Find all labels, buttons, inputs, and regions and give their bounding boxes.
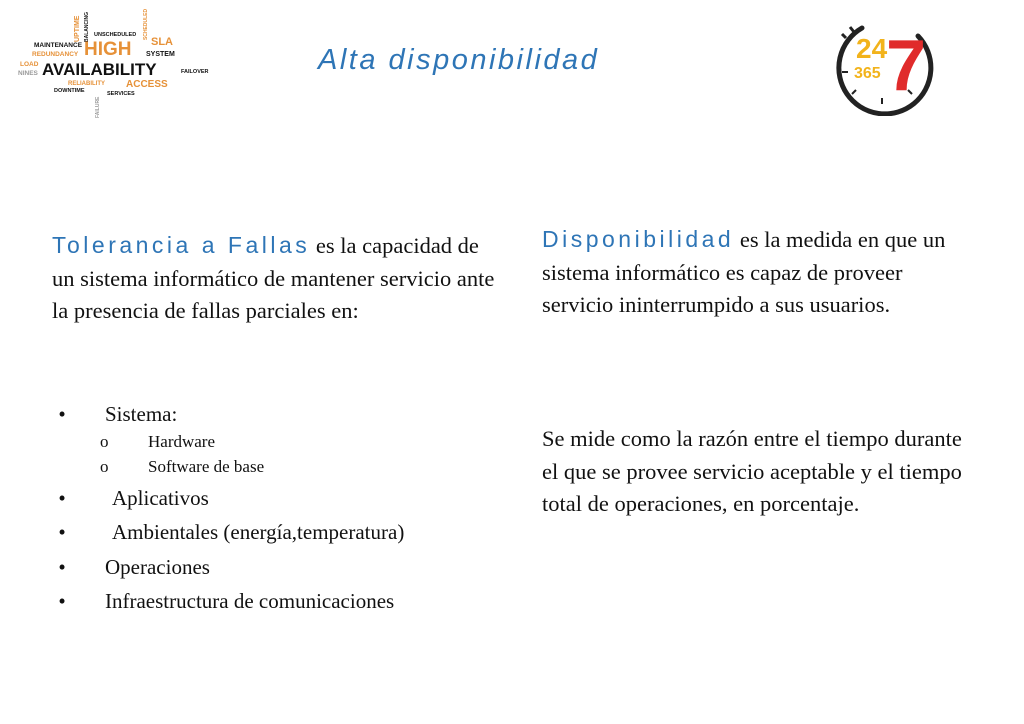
bullet-dot: •	[58, 520, 66, 544]
bullet-text: Ambientales (energía,temperatura)	[112, 520, 405, 544]
fault-tolerance-term: Tolerancia a Fallas	[52, 232, 311, 258]
bullet-dot: •	[58, 402, 66, 426]
badge-24: 24	[856, 33, 888, 64]
wordcloud-word: RELIABILITY	[68, 81, 105, 87]
badge-7: 7	[886, 26, 927, 106]
stopwatch-24-7-icon	[826, 14, 938, 116]
fault-tolerance-definition	[52, 229, 502, 328]
wordcloud-word: SCHEDULED	[143, 8, 149, 40]
bullet-text: Infraestructura de comunicaciones	[105, 589, 395, 613]
sub-bullet-marker: o	[100, 457, 109, 476]
wordcloud-word: SYSTEM	[146, 51, 175, 58]
fault-tolerance-text: es la capacidad de un sistema informático de mantener servicio ante la presencia de fallas parciales en:	[52, 233, 495, 323]
availability-wordcloud-logo	[18, 6, 218, 122]
wordcloud-word: ACCESS	[126, 79, 168, 90]
wordcloud-word: SERVICES	[107, 91, 135, 97]
bullet-text: Sistema:	[105, 402, 178, 426]
wordcloud-word: NINES	[18, 70, 38, 77]
slide-title: Alta disponibilidad	[318, 44, 600, 76]
sub-bullet-text: Software de base	[148, 457, 265, 476]
wordcloud-word: LOAD	[20, 61, 39, 68]
bullet-dot: •	[58, 589, 66, 613]
bullet-dot: •	[58, 555, 66, 579]
wordcloud-word: REDUNDANCY	[32, 51, 79, 58]
wordcloud-word: UPTIME	[74, 15, 81, 42]
wordcloud-word: FAILURE	[95, 96, 101, 118]
bullet-text: Operaciones	[105, 555, 210, 579]
wordcloud-word: SLA	[151, 36, 173, 48]
availability-text: es la medida en que un sistema informático es capaz de proveer servicio ininterrumpido a sus usuarios.	[542, 227, 946, 317]
bullet-text: Aplicativos	[112, 486, 209, 510]
availability-measure-text: Se mide como la razón entre el tiempo durante el que se provee servicio aceptable y el tiempo total de operaciones, en porcentaje.	[542, 426, 962, 516]
wordcloud-word: FAILOVER	[181, 69, 209, 75]
bullet-dot: •	[58, 486, 66, 510]
wordcloud-word: MAINTENANCE	[34, 42, 83, 49]
sub-bullet-text: Hardware	[148, 432, 216, 451]
sub-bullet-marker: o	[100, 432, 109, 451]
badge-365: 365	[854, 65, 881, 82]
wordcloud-word: HIGH	[84, 39, 132, 60]
availability-definition	[542, 223, 962, 322]
availability-term: Disponibilidad	[542, 226, 735, 252]
wordcloud-word: BALANCING	[84, 12, 90, 42]
wordcloud-word: DOWNTIME	[54, 88, 85, 94]
wordcloud-word: AVAILABILITY	[42, 60, 157, 79]
wordcloud-word: UNSCHEDULED	[94, 32, 137, 38]
